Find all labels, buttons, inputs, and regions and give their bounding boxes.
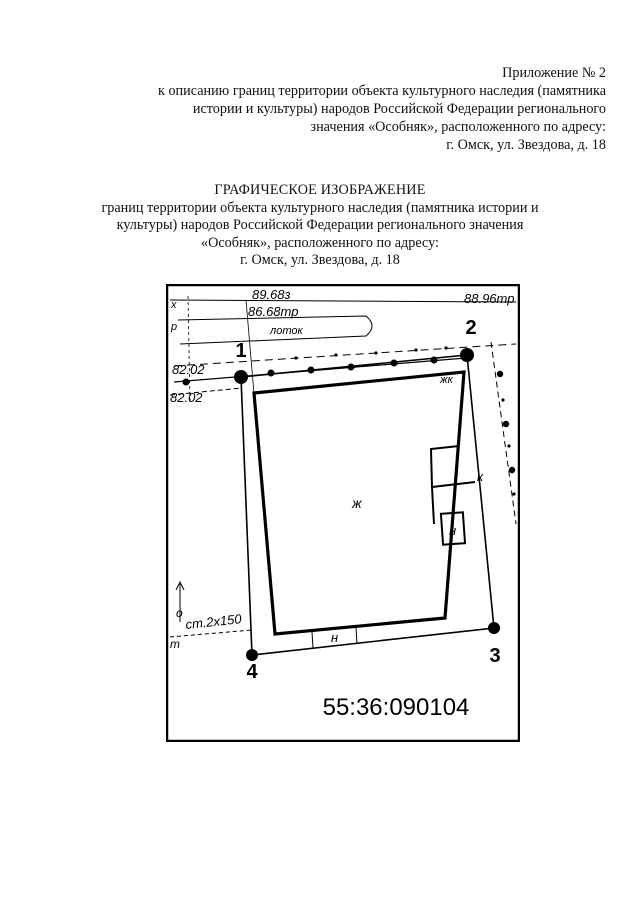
fence-dot — [444, 346, 447, 349]
right-mark-k: к — [477, 469, 484, 484]
fence-dot — [512, 492, 515, 495]
appendix-text-line-3: значения «Особняк», расположенного по адресу: — [310, 119, 606, 135]
annex-outline — [431, 446, 475, 487]
edge-mark: о — [176, 606, 183, 620]
fence-dot — [334, 353, 337, 356]
fence-post — [268, 370, 275, 377]
graphic-heading: ГРАФИЧЕСКОЕ ИЗОБРАЖЕНИЕ — [214, 182, 426, 198]
parcel-boundary — [241, 355, 494, 655]
graphic-text-line-1: границ территории объекта культурного наследия (памятника истории и — [101, 199, 539, 216]
fence-dot — [501, 398, 504, 401]
elevation-label-left: 82.02 — [172, 362, 205, 377]
fence-dot — [374, 351, 377, 354]
point-label-3: 3 — [489, 645, 501, 667]
building-mark: ж — [352, 495, 362, 511]
bottom-mark: н — [331, 630, 339, 645]
survey-line-left — [188, 296, 190, 404]
fence-dot — [507, 444, 510, 447]
graphic-title-block — [0, 182, 640, 270]
pipe-line — [170, 630, 252, 637]
point-label-4: 4 — [246, 661, 258, 683]
elevation-label: 88.96тр — [464, 291, 515, 306]
lotok-label: лоток — [270, 325, 303, 337]
graphic-text-line-2: культуры) народов Российской Федерации регионального значения — [116, 217, 524, 233]
boundary-map — [166, 284, 520, 742]
entrance-tick — [356, 628, 357, 644]
annex-mark: н — [449, 523, 457, 538]
boundary-point-1 — [234, 370, 248, 384]
fence-dot — [294, 356, 297, 359]
fence-post — [509, 467, 515, 473]
appendix-header — [86, 64, 606, 154]
elevation-label-left: 82.02 — [170, 390, 203, 405]
right-fence-line — [491, 342, 516, 524]
boundary-point-3 — [488, 622, 500, 634]
appendix-text-line-2: истории и культуры) народов Российской Федерации регионального — [192, 101, 606, 117]
edge-mark: т — [170, 637, 180, 651]
boundary-point-2 — [460, 348, 474, 362]
cadastral-number: 55:36:090104 — [322, 694, 470, 721]
graphic-address: г. Омск, ул. Звездова, д. 18 — [240, 252, 400, 268]
appendix-address: г. Омск, ул. Звездова, д. 18 — [446, 137, 606, 153]
fence-post — [503, 421, 509, 427]
graphic-text-line-3: «Особняк», расположенного по адресу: — [201, 234, 439, 251]
fence-post — [183, 379, 190, 386]
elevation-label: 89.68з — [252, 287, 291, 302]
pipe-label: ст.2х150 — [184, 611, 243, 632]
appendix-number: Приложение № 2 — [502, 65, 606, 81]
fence-post — [497, 371, 503, 377]
point-label-1: 1 — [235, 340, 247, 362]
entrance-tick — [312, 632, 313, 648]
point-label-2: 2 — [465, 317, 477, 339]
appendix-text-line-1: к описанию границ территории объекта культурного наследия (памятника — [158, 83, 606, 99]
annex-line — [432, 487, 434, 524]
edge-mark: х — [171, 299, 177, 311]
elevation-label: 86.68тр — [248, 304, 299, 319]
fence-dot — [414, 348, 417, 351]
edge-mark: р — [171, 321, 178, 333]
boundary-point-4 — [246, 649, 258, 661]
right-mark-zh: жк — [440, 374, 453, 386]
